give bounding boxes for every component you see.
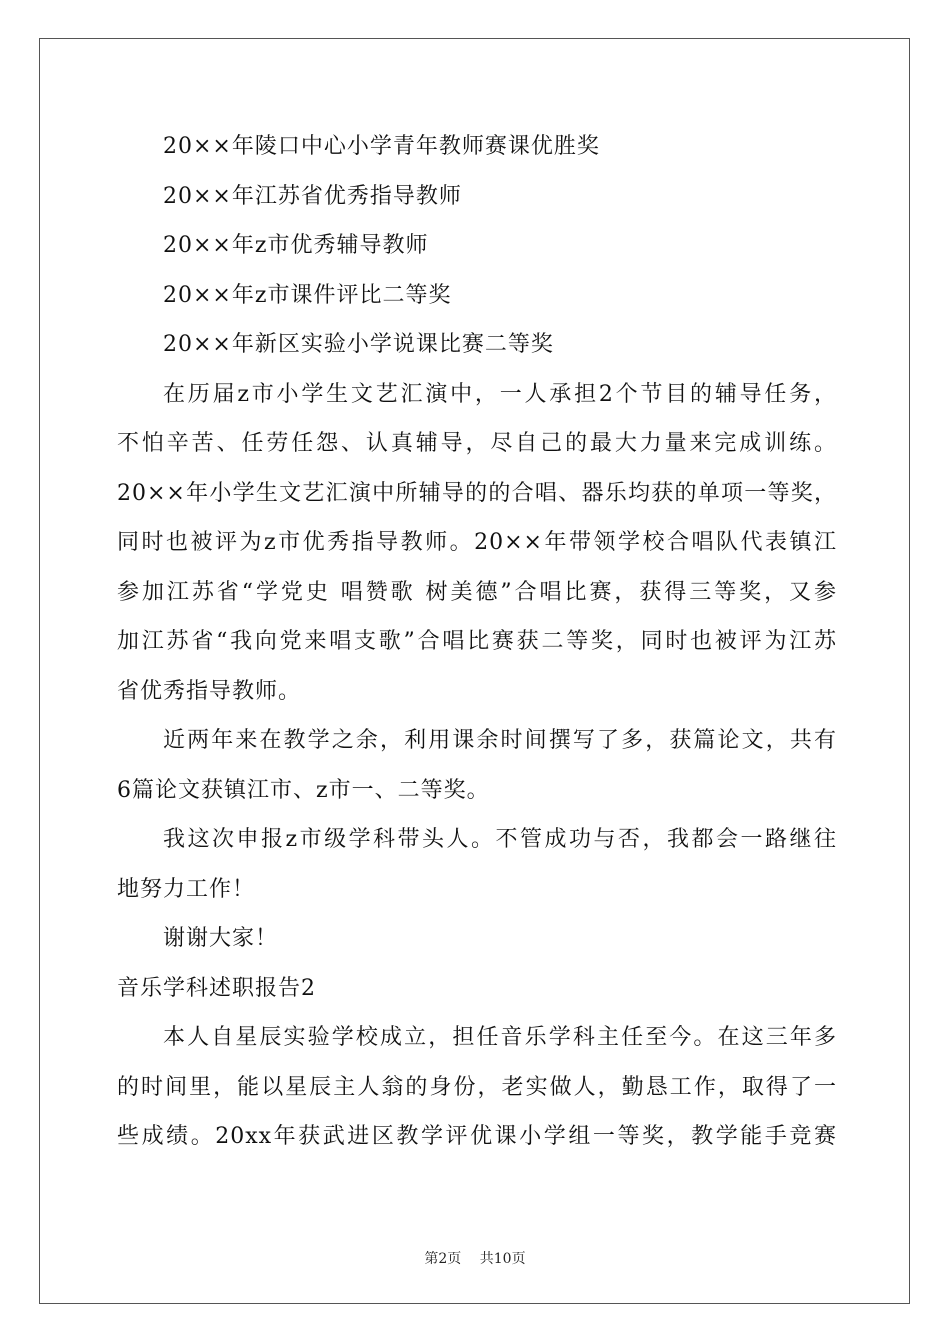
text-line: 不怕辛苦、任劳任怨、认真辅导，尽自己的最大力量来完成训练。 — [117, 431, 837, 456]
text-line: 20××年陵口中心小学青年教师赛课优胜奖 — [163, 134, 600, 159]
page-footer — [0, 1248, 950, 1268]
text-line: 音乐学科述职报告2 — [117, 975, 316, 1001]
text-line: 6篇论文获镇江市、z市一、二等奖。 — [117, 777, 490, 803]
text-line: 20××年z市优秀辅导教师 — [163, 233, 429, 258]
text-line: 谢谢大家！ — [163, 926, 279, 951]
text-line: 本人自星辰实验学校成立，担任音乐学科主任至今。在这三年多 — [163, 1025, 837, 1050]
page-total: 共10页 — [479, 1251, 526, 1267]
text-line: 20××年新区实验小学说课比赛二等奖 — [163, 332, 554, 357]
page-number: 第2页 — [424, 1251, 462, 1267]
text-line: 的时间里，能以星辰主人翁的身份，老实做人，勤恳工作，取得了一 — [117, 1074, 837, 1100]
text-line: 20××年小学生文艺汇演中所辅导的的合唱、器乐均获的单项一等奖， — [117, 480, 837, 506]
text-line: 参加江苏省“学党史 唱赞歌 树美德”合唱比赛，获得三等奖，又参 — [117, 579, 837, 605]
text-line: 些成绩。20xx年获武进区教学评优课小学组一等奖，教学能手竞赛 — [117, 1124, 837, 1149]
text-line: 在历届z市小学生文艺汇演中，一人承担2个节目的辅导任务， — [163, 381, 837, 407]
text-line: 地努力工作！ — [117, 876, 256, 902]
text-line: 加江苏省“我向党来唱支歌”合唱比赛获二等奖，同时也被评为江苏 — [117, 629, 837, 654]
text-line: 近两年来在教学之余，利用课余时间撰写了多，获篇论文，共有 — [163, 728, 837, 753]
text-line: 我这次申报z市级学科带头人。不管成功与否，我都会一路继往 — [163, 827, 837, 852]
text-line: 20××年江苏省优秀指导教师 — [163, 183, 462, 209]
text-line: 20××年z市课件评比二等奖 — [163, 282, 452, 308]
text-line: 同时也被评为z市优秀指导教师。20××年带领学校合唱队代表镇江 — [117, 530, 837, 555]
text-line: 省优秀指导教师。 — [117, 678, 302, 704]
document-body — [117, 122, 837, 1162]
